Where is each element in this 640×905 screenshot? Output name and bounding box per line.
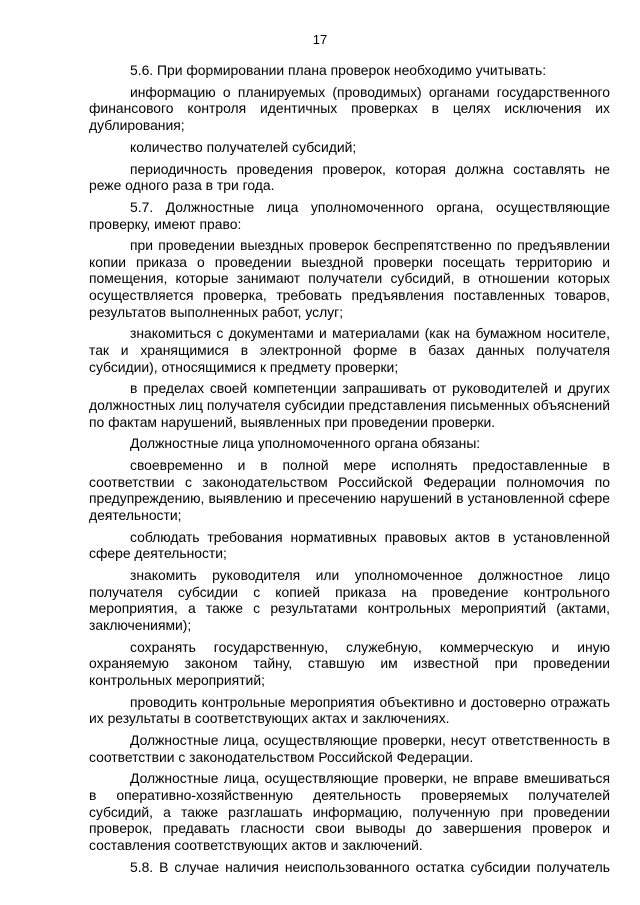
paragraph-duty-comply-regulations: соблюдать требования нормативных правовых актов в установленной сфере деятельности; [89, 528, 610, 562]
paragraph-duty-inform-recipient: знакомить руководителя или уполномоченное должностное лицо получателя субсидии с копией приказа на проведение контрольного мероприятия, а также с результатами контрольных мероприятий (актами, заключениями); [89, 567, 610, 633]
paragraph-right-document-review: знакомиться с документами и материалами (как на бумажном носителе, так и хранящимися в электронной форме в базах данных получателя субсидии), относящимися к предмету проверки; [89, 325, 610, 375]
paragraph-5-7-rights-heading: 5.7. Должностные лица уполномоченного органа, осуществляющие проверку, имеют право: [89, 198, 610, 232]
paragraph-5-6-heading: 5.6. При формировании плана проверок необходимо учитывать: [130, 62, 547, 78]
paragraph-duties-heading: Должностные лица уполномоченного органа обязаны: [130, 435, 481, 452]
paragraph-check-frequency: периодичность проведения проверок, которая должна составлять не реже одного раза в три года. [89, 160, 610, 194]
paragraph-recipient-count: количество получателей субсидий; [130, 138, 357, 155]
paragraph-duty-exercise-powers: своевременно и в полной мере исполнять предоставленные в соответствии с законодательством Российской Федерации полномочия по предупреждению, выявлению и пресечению нарушений в установленной сфере деятельности; [89, 457, 610, 523]
paragraph-responsibility: Должностные лица, осуществляющие проверки, несут ответственность в соответствии с законодательством Российской Федерации. [89, 732, 610, 765]
paragraph-duty-keep-secrets: сохранять государственную, служебную, коммерческую и иную охраняемую законом тайну, ставшую им известной при проведении контрольных мероприятий; [89, 638, 610, 688]
page-number: 17 [312, 32, 328, 47]
paragraph-right-request-explanations: в пределах своей компетенции запрашивать от руководителей и других должностных лиц получателя субсидии представления письменных объяснений по фактам нарушений, выявленных при проведении проверки. [89, 380, 610, 430]
paragraph-5-8-start: 5.8. В случае наличия неиспользованного остатка субсидии получатель [130, 858, 610, 875]
paragraph-right-site-visits: при проведении выездных проверок беспрепятственно по предъявлении копии приказа о проведении выездной проверки посещать территорию и помещения, которые занимают получатели субсидий, в отношении которых осуществляется проверка, требовать предъявления поставленных товаров, результатов выполненных работ, услуг; [89, 237, 610, 320]
paragraph-duty-objective-checks: проводить контрольные мероприятия объективно и достоверно отражать их результаты в соответствующих актах и заключениях. [89, 693, 610, 727]
paragraph-prohibitions: Должностные лица, осуществляющие проверки, не вправе вмешиваться в оперативно-хозяйственную деятельность проверяемых получателей субсидий, а также разглашать информацию, полученную при проведении проверок, предавать гласности свои выводы до завершения проверок и составления соответствующих актов и заключений. [89, 770, 610, 853]
paragraph-info-identical-checks: информацию о планируемых (проводимых) органами государственного финансового контроля идентичных проверках в целях исключения их дублирования; [89, 83, 610, 133]
document-body [89, 62, 610, 880]
